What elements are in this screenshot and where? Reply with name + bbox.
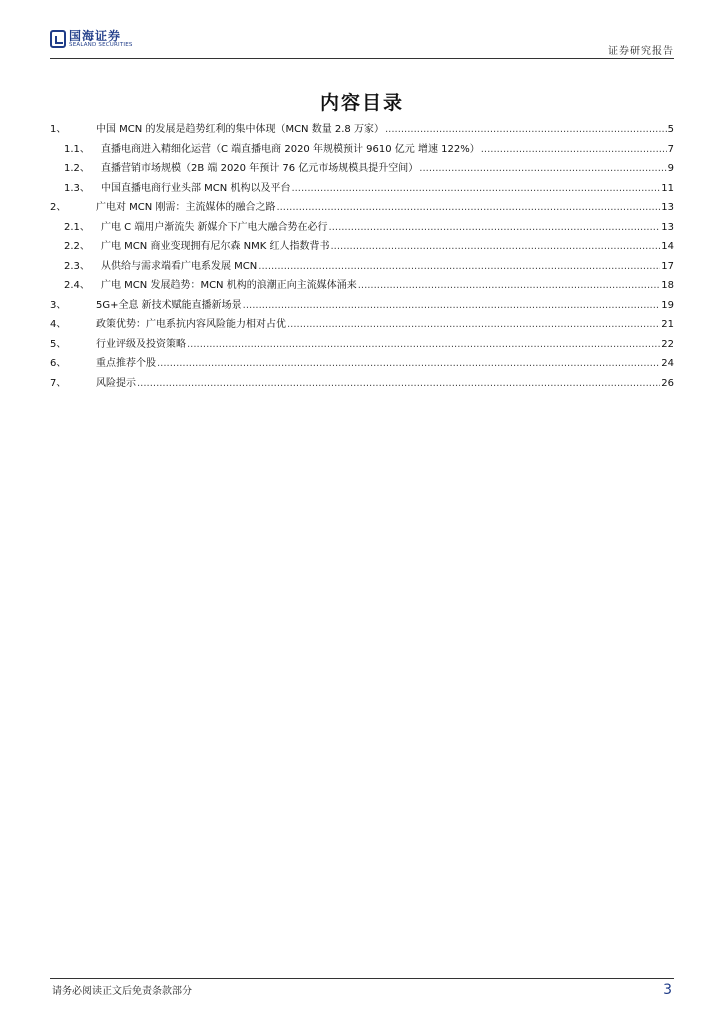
toc-leader-dots <box>358 280 661 291</box>
toc-entry-title: 直播营销市场规模（2B 端 2020 年预计 76 亿元市场规模具提升空间） <box>101 163 419 174</box>
footer-disclaimer: 请务必阅读正文后免责条款部分 <box>52 986 192 997</box>
toc-entry-number: 1.1、 <box>64 143 90 155</box>
toc-title: 内容目录 <box>319 92 404 114</box>
toc-entry-title: 重点推荐个股 <box>96 358 156 369</box>
logo-en-text: SEALAND SECURITIES <box>69 42 133 48</box>
toc-entry[interactable] <box>50 179 674 199</box>
toc-leader-dots <box>157 358 660 369</box>
toc-entry-number: 2.1、 <box>64 221 90 233</box>
toc-entry-number: 2、 <box>50 202 67 213</box>
toc-entry-page: 7 <box>667 143 674 155</box>
toc-entry-title: 广电 MCN 商业变现拥有尼尔森 NMK 红人指数背书 <box>101 241 330 252</box>
footer-divider <box>50 978 674 979</box>
logo-icon <box>50 30 66 48</box>
toc-entry[interactable] <box>50 198 674 218</box>
toc-leader-dots <box>276 202 660 213</box>
toc-entry-title: 中国直播电商行业头部 MCN 机构以及平台 <box>101 182 291 194</box>
toc-entry-number: 1.2、 <box>64 163 90 174</box>
toc-entry[interactable] <box>50 120 674 140</box>
toc-entry-number: 1、 <box>50 124 67 135</box>
toc-entry-page: 19 <box>661 299 674 311</box>
toc-entry-number: 2.4、 <box>64 280 90 291</box>
toc-entry-title: 中国 MCN 的发展是趋势红利的集中体现（MCN 数量 2.8 万家） <box>96 124 384 135</box>
header-divider <box>50 58 674 59</box>
toc-entry-page: 9 <box>667 163 674 174</box>
page-number: 3 <box>663 982 672 998</box>
toc-leader-dots <box>419 163 666 174</box>
company-logo <box>50 30 133 49</box>
toc-entry-number: 1.3、 <box>64 182 90 194</box>
toc-entry-title: 政策优势：广电系抗内容风险能力相对占优 <box>96 319 286 330</box>
toc-leader-dots <box>481 144 667 155</box>
toc-entry[interactable] <box>50 374 674 394</box>
toc-entry-page: 21 <box>661 319 674 330</box>
toc-entry-page: 22 <box>661 338 674 350</box>
toc-entry-page: 18 <box>661 280 674 291</box>
toc-entry-page: 13 <box>661 221 674 233</box>
toc-entry[interactable] <box>50 315 674 335</box>
toc-leader-dots <box>330 241 660 252</box>
toc-leader-dots <box>287 319 660 330</box>
toc-entry-page: 26 <box>661 377 674 389</box>
toc-entry-page: 11 <box>661 182 674 194</box>
report-type-label: 证券研究报告 <box>608 46 674 57</box>
toc-entry[interactable] <box>50 218 674 238</box>
toc-entry[interactable] <box>50 276 674 296</box>
toc-entry[interactable] <box>50 257 674 277</box>
toc-entry-number: 2.3、 <box>64 260 90 272</box>
toc-leader-dots <box>137 378 660 389</box>
toc-entry-title: 5G+全息 新技术赋能直播新场景 <box>96 299 242 311</box>
table-of-contents <box>50 120 674 393</box>
toc-entry-title: 从供给与需求端看广电系发展 MCN <box>101 260 258 272</box>
toc-leader-dots <box>329 222 661 233</box>
toc-leader-dots <box>187 339 660 350</box>
toc-entry[interactable] <box>50 140 674 160</box>
toc-entry[interactable] <box>50 335 674 355</box>
logo-cn-text: 国海证券 <box>69 29 122 43</box>
toc-entry-title: 广电 MCN 发展趋势：MCN 机构的浪潮正向主流媒体涌来 <box>101 280 357 291</box>
toc-entry-title: 广电对 MCN 刚需：主流媒体的融合之路 <box>96 202 276 213</box>
toc-entry-page: 17 <box>661 260 674 272</box>
toc-entry-number: 6、 <box>50 358 67 369</box>
toc-entry[interactable] <box>50 159 674 179</box>
toc-entry[interactable] <box>50 237 674 257</box>
toc-entry-title: 直播电商进入精细化运营（C 端直播电商 2020 年规模预计 9610 亿元 增速 122%） <box>101 143 480 155</box>
toc-entry-page: 14 <box>661 241 674 252</box>
toc-entry[interactable] <box>50 296 674 316</box>
toc-entry-title: 风险提示 <box>96 377 136 389</box>
toc-entry-number: 4、 <box>50 319 67 330</box>
toc-entry-number: 2.2、 <box>64 241 90 252</box>
toc-entry-title: 行业评级及投资策略 <box>96 338 186 350</box>
toc-entry-number: 7、 <box>50 377 67 389</box>
toc-leader-dots <box>385 124 667 135</box>
page-header <box>50 30 674 58</box>
toc-entry-page: 5 <box>667 124 674 135</box>
toc-entry-number: 3、 <box>50 299 67 311</box>
toc-entry-title: 广电 C 端用户渐流失 新媒介下广电大融合势在必行 <box>101 221 328 233</box>
toc-leader-dots <box>243 300 661 311</box>
toc-entry[interactable] <box>50 354 674 374</box>
toc-leader-dots <box>291 183 660 194</box>
toc-entry-page: 24 <box>661 358 674 369</box>
toc-entry-page: 13 <box>661 202 674 213</box>
toc-leader-dots <box>258 261 660 272</box>
toc-entry-number: 5、 <box>50 338 67 350</box>
